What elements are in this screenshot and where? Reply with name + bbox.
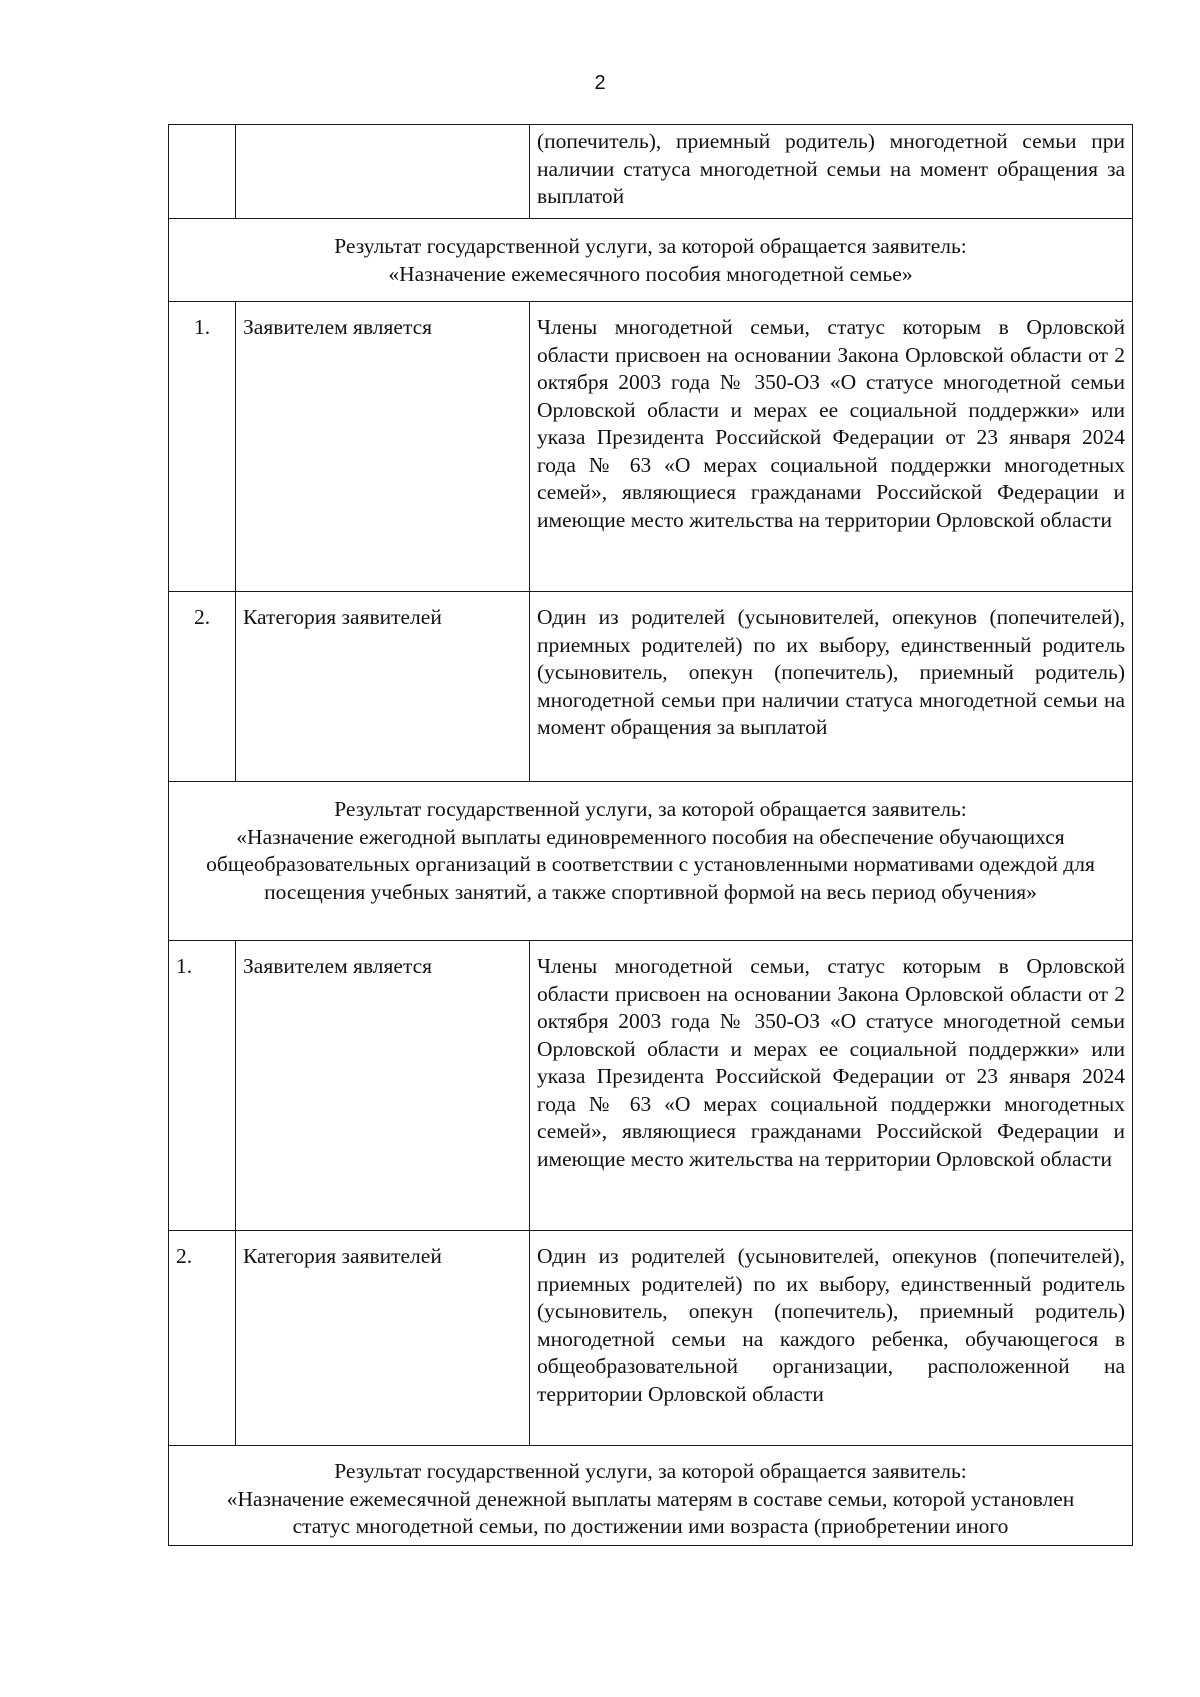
table-row [169,302,1133,592]
section-heading [169,782,1133,941]
row-label: Категория заявителей [236,592,530,782]
table-row [169,592,1133,782]
section-heading-line1: Результат государственной услуги, за которой обращается заявитель: [334,234,967,258]
row-text-cell: (попечитель), приемный родитель) многодетной семьи при наличии статуса многодетной семьи на момент обращения за выплатой [530,125,1133,219]
row-label: Заявителем является [236,302,530,592]
section-heading-line2: «Назначение ежемесячной денежной выплаты матерям в составе семьи, которой установлен статус многодетной семьи, по достижении ими возраста (приобретении иного [226,1486,1075,1538]
section-heading-row [169,1446,1133,1546]
row-number: 1. [169,941,236,1231]
table-row [169,1231,1133,1446]
section-heading-row [169,219,1133,302]
section-heading [169,1446,1133,1546]
section-heading-line2: «Назначение ежемесячного пособия многодетной семье» [388,261,913,286]
section-heading-line2: «Назначение ежегодной выплаты единовременного пособия на обеспечение обучающихся общеобразовательных организаций в соответствии с установленными нормативами одеждой для посещения учебных занятий, а также спортивной формой на весь период обучения» [206,824,1095,904]
section-heading-line1: Результат государственной услуги, за которой обращается заявитель: [334,1459,967,1483]
row-label-cell [236,125,530,219]
table-row [169,941,1133,1231]
row-label: Категория заявителей [236,1231,530,1446]
table-row-continuation [169,125,1133,219]
applicant-requirements-table [168,124,1133,1546]
row-number: 1. [169,302,236,592]
row-text: Один из родителей (усыновителей, опекунов (попечителей), приемных родителей) по их выбору, единственный родитель (усыновитель, опекун (попечитель), приемный родитель) многодетной семьи при наличии статуса многодетной семьи на момент обращения за выплатой [530,592,1133,782]
row-label: Заявителем является [236,941,530,1231]
row-text: Один из родителей (усыновителей, опекунов (попечителей), приемных родителей) по их выбору, единственный родитель (усыновитель, опекун (попечитель), приемный родитель) многодетной семьи на каждого ребенка, обучающегося в общеобразовательной организации, расположенной на территории Орловской области [530,1231,1133,1446]
row-number: 2. [169,1231,236,1446]
section-heading-line1: Результат государственной услуги, за которой обращается заявитель: [334,797,967,821]
row-number: 2. [169,592,236,782]
section-heading-row [169,782,1133,941]
row-number-cell [169,125,236,219]
row-text: Члены многодетной семьи, статус которым в Орловской области присвоен на основании Закона Орловской области от 2 октября 2003 года № 350-ОЗ «О статусе многодетной семьи Орловской области и мерах ее социальной поддержки» или указа Президента Российской Федерации от 23 января 2024 года № 63 «О мерах социальной поддержки многодетных семей», являющиеся гражданами Российской Федерации и имеющие место жительства на территории Орловской области [530,302,1133,592]
page-number: 2 [594,72,606,94]
row-text: Члены многодетной семьи, статус которым в Орловской области присвоен на основании Закона Орловской области от 2 октября 2003 года № 350-ОЗ «О статусе многодетной семьи Орловской области и мерах ее социальной поддержки» или указа Президента Российской Федерации от 23 января 2024 года № 63 «О мерах социальной поддержки многодетных семей», являющиеся гражданами Российской Федерации и имеющие место жительства на территории Орловской области [530,941,1133,1231]
section-heading [169,219,1133,302]
